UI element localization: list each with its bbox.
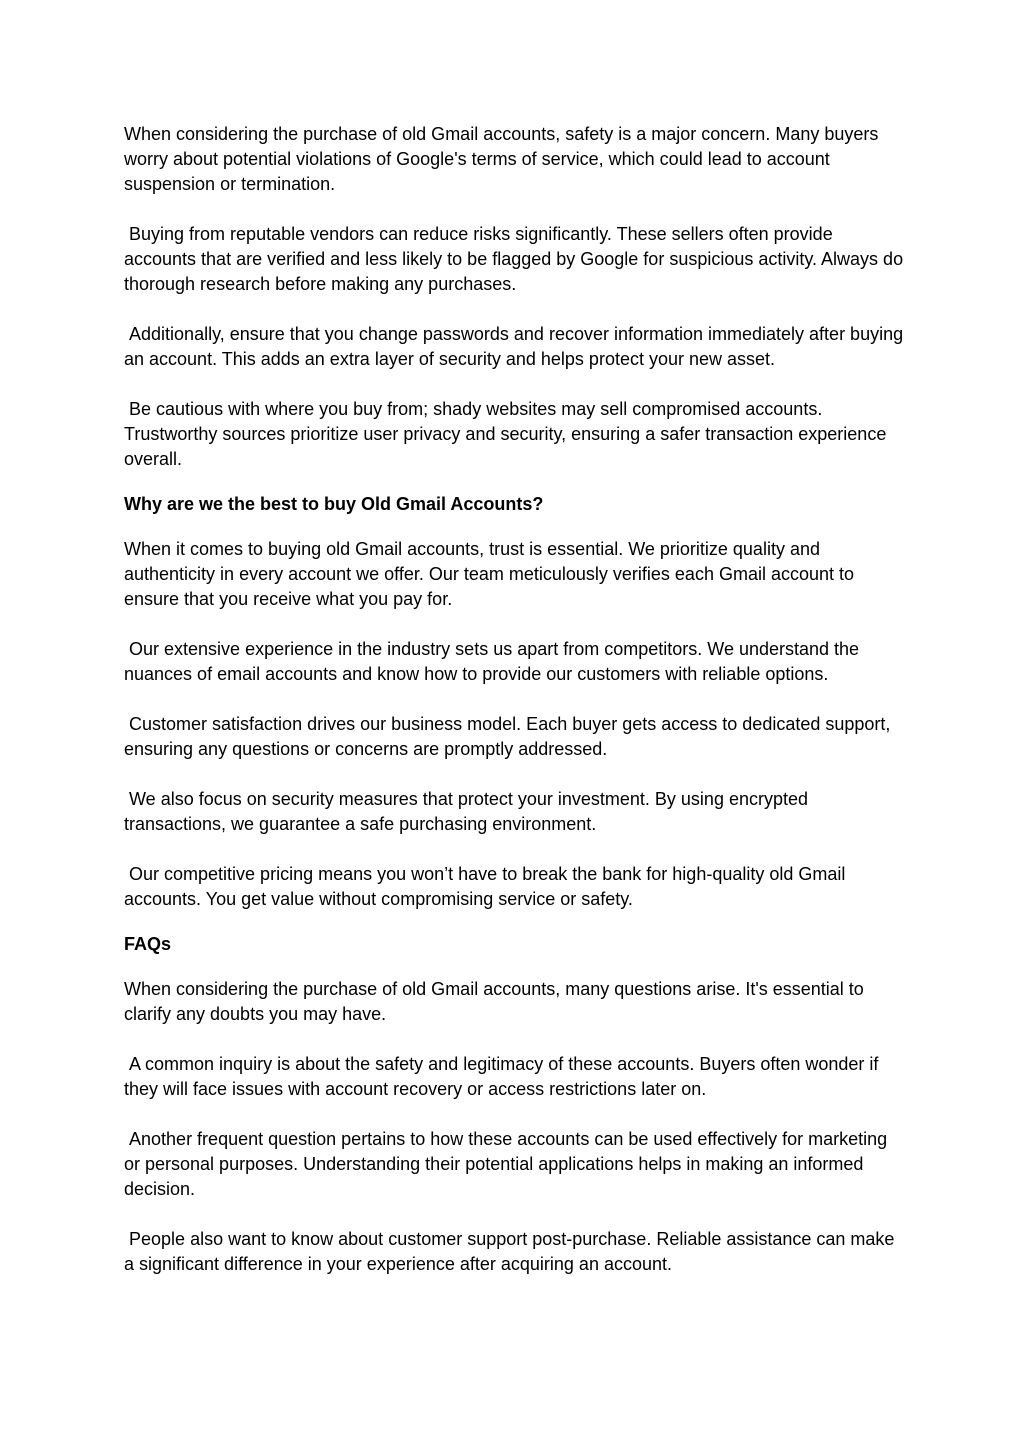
paragraph: Additionally, ensure that you change passwords and recover information immediately after buying an account. This adds an extra layer of security and helps protect your new asset.	[124, 324, 909, 369]
paragraph: Buying from reputable vendors can reduce risks significantly. These sellers often provide accounts that are verified and less likely to be flagged by Google for suspicious activity. Always do thorough research before making any purchases.	[124, 224, 909, 294]
paragraph: When considering the purchase of old Gmail accounts, safety is a major concern. Many buyers worry about potential violations of Google's terms of service, which could lead to account suspension or termination.	[124, 124, 884, 194]
paragraph: Customer satisfaction drives our business model. Each buyer gets access to dedicated support, ensuring any questions or concerns are promptly addressed.	[124, 714, 896, 759]
paragraph: When it comes to buying old Gmail accounts, trust is essential. We prioritize quality and authenticity in every account we offer. Our team meticulously verifies each Gmail account to ensure that you receive what you pay for.	[124, 539, 860, 609]
paragraph: When considering the purchase of old Gmail accounts, many questions arise. It's essential to clarify any doubts you may have.	[124, 979, 869, 1024]
paragraph: Our competitive pricing means you won’t have to break the bank for high-quality old Gmail accounts. You get value without compromising service or safety.	[124, 864, 851, 909]
paragraph: Another frequent question pertains to how these accounts can be used effectively for marketing or personal purposes. Understanding their potential applications helps in making an informed decision.	[124, 1129, 893, 1199]
section-heading-why-best: Why are we the best to buy Old Gmail Accounts?	[124, 494, 544, 514]
paragraph: A common inquiry is about the safety and legitimacy of these accounts. Buyers often wonder if they will face issues with account recovery or access restrictions later on.	[124, 1054, 884, 1099]
paragraph: People also want to know about customer support post-purchase. Reliable assistance can make a significant difference in your experience after acquiring an account.	[124, 1229, 900, 1274]
paragraph: Be cautious with where you buy from; shady websites may sell compromised accounts. Trustworthy sources prioritize user privacy and security, ensuring a safer transaction experience overall.	[124, 399, 892, 469]
paragraph: We also focus on security measures that protect your investment. By using encrypted transactions, we guarantee a safe purchasing environment.	[124, 789, 814, 834]
section-heading-faqs: FAQs	[124, 934, 172, 954]
document-page	[124, 122, 909, 1302]
paragraph: Our extensive experience in the industry sets us apart from competitors. We understand the nuances of email accounts and know how to provide our customers with reliable options.	[124, 639, 865, 684]
